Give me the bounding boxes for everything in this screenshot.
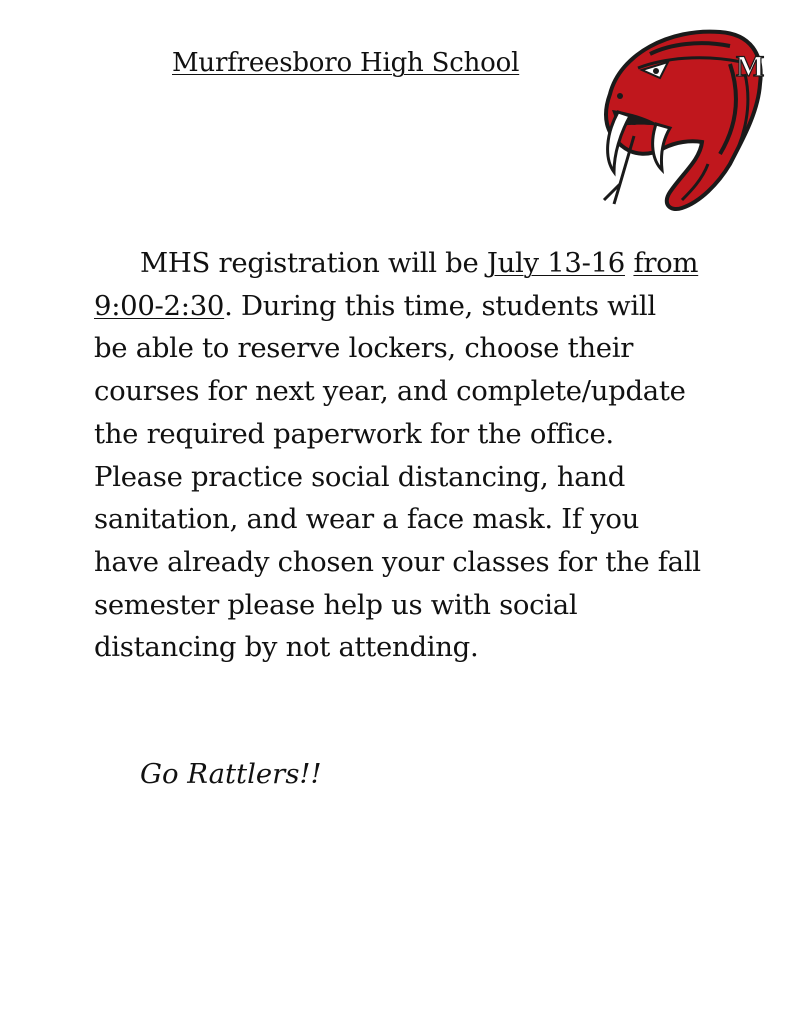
notice-line-7: sanitation, and wear a face mask. If you — [94, 503, 640, 536]
notice-line-8: have already chosen your classes for the fall — [94, 545, 701, 578]
rattlesnake-logo — [590, 24, 766, 212]
logo-letter: M — [736, 50, 765, 83]
from-word: from — [633, 247, 699, 279]
notice-line-3: be able to reserve lockers, choose their — [94, 332, 634, 365]
notice-text: . During this time, students will — [224, 289, 656, 322]
registration-hours: 9:00-2:30 — [94, 289, 225, 322]
registration-dates: July 13-16 — [486, 247, 625, 279]
registration-notice — [94, 242, 704, 669]
notice-line-5: the required paperwork for the office. — [94, 417, 614, 450]
notice-line-10: distancing by not attending. — [94, 631, 479, 664]
notice-line-4: courses for next year, and complete/update — [94, 375, 686, 408]
notice-line-9: semester please help us with social — [94, 588, 578, 621]
notice-line-2 — [94, 285, 704, 328]
notice-line-6: Please practice social distancing, hand — [94, 460, 626, 493]
notice-line-1 — [94, 242, 704, 285]
school-title: Murfreesboro High School — [172, 48, 520, 78]
notice-text: MHS registration will be — [140, 247, 487, 279]
closing-message: Go Rattlers!! — [140, 758, 322, 790]
